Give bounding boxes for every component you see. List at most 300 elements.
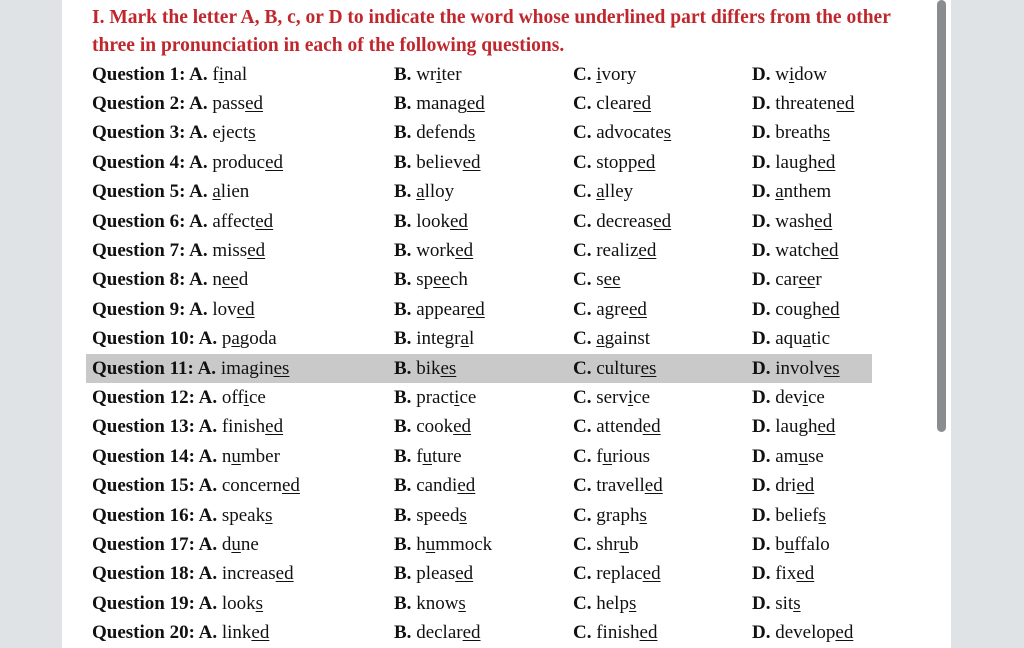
option-word	[596, 122, 671, 143]
option-word	[416, 299, 485, 320]
underlined-part: ee	[221, 269, 239, 291]
option-word	[596, 563, 660, 584]
underlined-part: a	[212, 181, 221, 203]
option-word	[596, 299, 647, 320]
option-word	[416, 563, 473, 584]
word-part: sit	[775, 592, 794, 614]
underlined-part: ed	[835, 622, 854, 644]
option-label: A.	[189, 240, 213, 262]
option-d-cell	[746, 354, 872, 383]
option-label: A.	[189, 298, 213, 320]
option-label: C.	[573, 240, 597, 262]
option-a-cell	[86, 60, 388, 89]
question-row	[86, 295, 872, 324]
option-d-cell	[746, 236, 872, 265]
word-part: goda	[239, 328, 277, 350]
word-part: realiz	[596, 240, 639, 262]
option-a-cell	[86, 148, 388, 177]
question-row	[86, 236, 872, 265]
word-part: b	[628, 533, 639, 555]
underlined-part: ed	[462, 151, 481, 173]
option-label: C.	[573, 269, 597, 291]
option-b-cell	[388, 148, 567, 177]
word-part: breath	[775, 122, 823, 144]
option-label: D.	[752, 475, 776, 497]
option-word	[775, 269, 821, 290]
option-word	[222, 387, 266, 408]
word-part: laugh	[775, 151, 818, 173]
word-part: bik	[416, 357, 441, 379]
option-label: A.	[198, 504, 222, 526]
word-part: develop	[775, 622, 836, 644]
question-row	[86, 148, 872, 177]
underlined-part: ed	[265, 416, 284, 438]
option-label: B.	[394, 504, 417, 526]
option-word	[775, 240, 838, 261]
underlined-part: a	[416, 181, 425, 203]
option-label: A.	[198, 563, 222, 585]
question-number: Question 17:	[92, 533, 199, 555]
option-label: D.	[752, 122, 776, 144]
option-word	[775, 328, 830, 349]
word-part: f	[416, 445, 423, 467]
option-b-cell	[388, 89, 567, 118]
word-part: candi	[416, 475, 458, 497]
option-a-cell	[86, 325, 388, 354]
option-c-cell	[567, 471, 746, 500]
option-label: D.	[752, 504, 776, 526]
question-number: Question 12:	[92, 386, 199, 408]
underlined-part: a	[231, 328, 240, 350]
word-part: nal	[223, 63, 248, 85]
word-part: serv	[596, 386, 628, 408]
option-label: B.	[394, 328, 417, 350]
option-d-cell	[746, 442, 872, 471]
option-d-cell	[746, 119, 872, 148]
option-label: A.	[198, 386, 222, 408]
option-b-cell	[388, 442, 567, 471]
option-a-cell	[86, 471, 388, 500]
word-part: manag	[416, 93, 467, 115]
option-word	[775, 122, 830, 143]
question-row	[86, 530, 872, 559]
option-word	[222, 475, 300, 496]
exercise-heading: I. Mark the letter A, B, c, or D to indicate the word whose underlined part differs from the other three in pronunciation in each of the following questions.	[92, 7, 891, 56]
underlined-part: a	[775, 181, 784, 203]
option-label: D.	[752, 93, 776, 115]
word-part: eject	[212, 122, 249, 144]
option-label: B.	[394, 386, 417, 408]
question-row	[86, 413, 872, 442]
underlined-part: i	[627, 386, 634, 408]
option-label: D.	[752, 240, 776, 262]
vertical-scrollbar[interactable]	[933, 0, 951, 648]
option-label: D.	[752, 63, 776, 85]
option-label: A.	[197, 357, 221, 379]
word-part: pleas	[416, 563, 456, 585]
word-part: belief	[775, 504, 819, 526]
option-b-cell	[388, 325, 567, 354]
question-number: Question 11:	[92, 357, 198, 379]
option-d-cell	[746, 178, 872, 207]
option-c-cell	[567, 501, 746, 530]
option-label: A.	[198, 592, 222, 614]
underlined-part: ed	[251, 622, 270, 644]
word-part: car	[775, 269, 799, 291]
option-c-cell	[567, 178, 746, 207]
underlined-part: ed	[796, 563, 815, 585]
option-word	[775, 475, 814, 496]
question-row	[86, 471, 872, 500]
underlined-part: ed	[455, 563, 474, 585]
option-word	[596, 181, 633, 202]
underlined-part: s	[818, 504, 826, 526]
word-part: off	[221, 386, 244, 408]
option-c-cell	[567, 60, 746, 89]
underlined-part: ed	[245, 93, 264, 115]
underlined-part: es	[273, 357, 290, 379]
word-part: stopp	[596, 151, 638, 173]
word-part: affect	[212, 210, 256, 232]
option-label: C.	[573, 386, 597, 408]
word-part: n	[212, 269, 222, 291]
option-label: B.	[394, 63, 417, 85]
underlined-part: ed	[466, 298, 485, 320]
word-part: vory	[601, 63, 637, 85]
underlined-part: u	[784, 533, 795, 555]
question-number: Question 13:	[92, 416, 199, 438]
option-d-cell	[746, 89, 872, 118]
word-part: ffalo	[794, 533, 830, 555]
option-a-cell	[86, 501, 388, 530]
option-label: C.	[573, 181, 597, 203]
word-part: travell	[596, 475, 645, 497]
option-label: D.	[752, 357, 776, 379]
option-word	[775, 181, 831, 202]
underlined-part: ed	[457, 475, 476, 497]
option-label: A.	[198, 328, 222, 350]
option-label: B.	[394, 93, 417, 115]
option-b-cell	[388, 383, 567, 412]
word-part: replac	[596, 563, 643, 585]
word-part: fix	[775, 563, 797, 585]
scrollbar-thumb[interactable]	[937, 0, 946, 432]
option-label: A.	[189, 122, 213, 144]
option-word	[596, 358, 656, 379]
option-word	[222, 563, 294, 584]
option-label: C.	[573, 563, 597, 585]
underlined-part: s	[459, 504, 467, 526]
option-word	[416, 64, 461, 85]
option-word	[416, 534, 492, 555]
word-part: miss	[212, 240, 248, 262]
underlined-part: es	[640, 357, 657, 379]
underlined-part: ed	[255, 210, 274, 232]
question-row	[86, 60, 872, 89]
underlined-part: ee	[603, 269, 621, 291]
underlined-part: ed	[453, 416, 472, 438]
word-part: help	[596, 592, 629, 614]
question-number: Question 14:	[92, 445, 199, 467]
option-label: D.	[752, 386, 776, 408]
underlined-part: ed	[814, 210, 833, 232]
option-word	[775, 387, 825, 408]
option-label: A.	[189, 181, 213, 203]
word-part: se	[807, 445, 824, 467]
option-word	[596, 416, 660, 437]
option-label: D.	[752, 445, 776, 467]
word-part: concern	[221, 475, 282, 497]
underlined-part: ed	[642, 416, 661, 438]
option-a-cell	[86, 178, 388, 207]
underlined-part: ed	[455, 240, 474, 262]
underlined-part: ed	[817, 416, 836, 438]
question-row	[86, 501, 872, 530]
option-word	[222, 622, 270, 643]
underlined-part: u	[231, 533, 241, 555]
underlined-part: ed	[821, 298, 840, 320]
question-number: Question 6:	[92, 210, 190, 232]
underlined-part: i	[788, 63, 795, 85]
option-a-cell	[86, 89, 388, 118]
underlined-part: ed	[449, 210, 468, 232]
option-label: B.	[394, 298, 417, 320]
option-a-cell	[86, 295, 388, 324]
option-b-cell	[388, 119, 567, 148]
option-word	[222, 505, 273, 526]
underlined-part: ed	[275, 563, 294, 585]
option-word	[596, 446, 650, 467]
option-word	[416, 505, 467, 526]
question-number: Question 3:	[92, 122, 190, 144]
underlined-part: i	[596, 63, 602, 85]
option-label: D.	[752, 622, 776, 644]
option-label: D.	[752, 328, 776, 350]
underlined-part: s	[793, 592, 801, 614]
word-part: cultur	[596, 357, 641, 379]
option-label: B.	[394, 122, 417, 144]
option-b-cell	[388, 618, 567, 647]
word-part: lien	[220, 181, 250, 203]
option-word	[596, 240, 656, 261]
option-b-cell	[388, 530, 567, 559]
option-label: B.	[394, 592, 417, 614]
option-a-cell	[86, 383, 388, 412]
word-part: dev	[775, 386, 803, 408]
word-part: finish	[221, 416, 266, 438]
option-label: C.	[573, 63, 597, 85]
question-number: Question 15:	[92, 475, 199, 497]
option-word	[212, 152, 283, 173]
question-row	[86, 207, 872, 236]
word-part: pass	[212, 93, 246, 115]
option-d-cell	[746, 471, 872, 500]
underlined-part: s	[265, 504, 273, 526]
option-word	[596, 328, 650, 349]
word-part: ch	[449, 269, 468, 291]
option-c-cell	[567, 325, 746, 354]
question-number: Question 7:	[92, 240, 190, 262]
option-c-cell	[567, 560, 746, 589]
word-part: s	[596, 269, 604, 291]
word-part: speed	[416, 504, 460, 526]
option-label: C.	[573, 357, 597, 379]
option-word	[775, 358, 839, 379]
option-label: D.	[752, 298, 776, 320]
question-row	[86, 178, 872, 207]
option-label: C.	[573, 592, 597, 614]
option-label: C.	[573, 298, 597, 320]
underlined-part: a	[802, 328, 812, 350]
word-part: d	[221, 533, 232, 555]
question-row	[86, 560, 872, 589]
word-part: cough	[775, 298, 822, 320]
underlined-part: u	[425, 533, 436, 555]
word-part: watch	[775, 240, 821, 262]
underlined-part: s	[628, 592, 637, 614]
option-label: C.	[573, 622, 597, 644]
option-word	[596, 64, 636, 85]
underlined-part: s	[467, 122, 476, 144]
word-part: ter	[441, 63, 462, 85]
option-word	[775, 64, 827, 85]
option-d-cell	[746, 413, 872, 442]
option-word	[416, 622, 480, 643]
word-part: declar	[416, 622, 463, 644]
question-row	[86, 89, 872, 118]
word-part: ce	[459, 386, 477, 408]
option-label: D.	[752, 269, 776, 291]
option-b-cell	[388, 295, 567, 324]
option-label: B.	[394, 475, 417, 497]
option-d-cell	[746, 383, 872, 412]
option-a-cell	[86, 618, 388, 647]
option-label: A.	[198, 445, 222, 467]
word-part: l	[468, 328, 475, 350]
word-part: am	[775, 445, 799, 467]
option-c-cell	[567, 295, 746, 324]
option-label: B.	[394, 563, 417, 585]
word-part: b	[775, 533, 785, 555]
option-d-cell	[746, 618, 872, 647]
option-label: C.	[573, 151, 597, 173]
option-b-cell	[388, 354, 567, 383]
word-part: h	[416, 533, 426, 555]
word-part: f	[212, 63, 219, 85]
option-d-cell	[746, 501, 872, 530]
question-number: Question 5:	[92, 181, 190, 203]
option-label: C.	[573, 533, 597, 555]
option-label: C.	[573, 445, 597, 467]
option-label: A.	[189, 93, 213, 115]
option-word	[596, 505, 647, 526]
option-word	[416, 446, 461, 467]
option-c-cell	[567, 236, 746, 265]
word-part: threaten	[775, 93, 837, 115]
word-part: attend	[596, 416, 643, 438]
option-word	[416, 122, 475, 143]
option-a-cell	[86, 266, 388, 295]
option-label: A.	[198, 416, 222, 438]
option-b-cell	[388, 178, 567, 207]
underlined-part: ed	[653, 210, 672, 232]
option-d-cell	[746, 530, 872, 559]
word-part: increas	[221, 563, 276, 585]
question-row	[86, 266, 872, 295]
option-word	[212, 211, 273, 232]
option-b-cell	[388, 236, 567, 265]
option-label: A.	[189, 210, 213, 232]
option-b-cell	[388, 471, 567, 500]
word-part: wash	[775, 210, 815, 232]
option-b-cell	[388, 266, 567, 295]
option-c-cell	[567, 207, 746, 236]
option-c-cell	[567, 589, 746, 618]
option-label: B.	[394, 416, 417, 438]
question-number: Question 1:	[92, 63, 190, 85]
option-word	[775, 593, 800, 614]
underlined-part: a	[596, 181, 605, 203]
option-word	[222, 593, 263, 614]
underlined-part: i	[802, 386, 808, 408]
word-part: clear	[596, 93, 634, 115]
word-part: gainst	[604, 328, 651, 350]
option-c-cell	[567, 383, 746, 412]
word-part: believ	[416, 151, 463, 173]
option-word	[775, 534, 830, 555]
underlined-part: i	[454, 386, 460, 408]
option-c-cell	[567, 530, 746, 559]
option-word	[212, 181, 249, 202]
question-table	[86, 60, 872, 648]
option-d-cell	[746, 148, 872, 177]
underlined-part: ed	[820, 240, 839, 262]
question-number: Question 4:	[92, 151, 190, 173]
question-number: Question 18:	[92, 563, 199, 585]
underlined-part: i	[436, 63, 442, 85]
underlined-part: ed	[633, 93, 652, 115]
word-part: dow	[794, 63, 827, 85]
word-part: rious	[612, 445, 651, 467]
option-word	[416, 358, 456, 379]
underlined-part: ed	[642, 563, 661, 585]
underlined-part: ed	[836, 93, 855, 115]
word-part: speak	[221, 504, 266, 526]
option-a-cell	[86, 207, 388, 236]
word-part: laugh	[775, 416, 818, 438]
word-part: d	[238, 269, 249, 291]
word-part: r	[815, 269, 822, 291]
option-word	[596, 387, 650, 408]
option-label: A.	[189, 63, 213, 85]
option-word	[416, 328, 474, 349]
option-word	[222, 534, 259, 555]
option-label: D.	[752, 416, 776, 438]
underlined-part: ee	[433, 269, 450, 291]
underlined-part: ed	[796, 475, 815, 497]
question-number: Question 19:	[92, 592, 199, 614]
option-a-cell	[86, 119, 388, 148]
underlined-part: ed	[638, 240, 657, 262]
option-word	[596, 475, 662, 496]
option-word	[212, 269, 248, 290]
word-part: ce	[633, 386, 651, 408]
underlined-part: ed	[247, 240, 266, 262]
underlined-part: es	[440, 357, 457, 379]
option-label: C.	[573, 122, 597, 144]
option-label: B.	[394, 181, 417, 203]
word-part: ce	[807, 386, 825, 408]
